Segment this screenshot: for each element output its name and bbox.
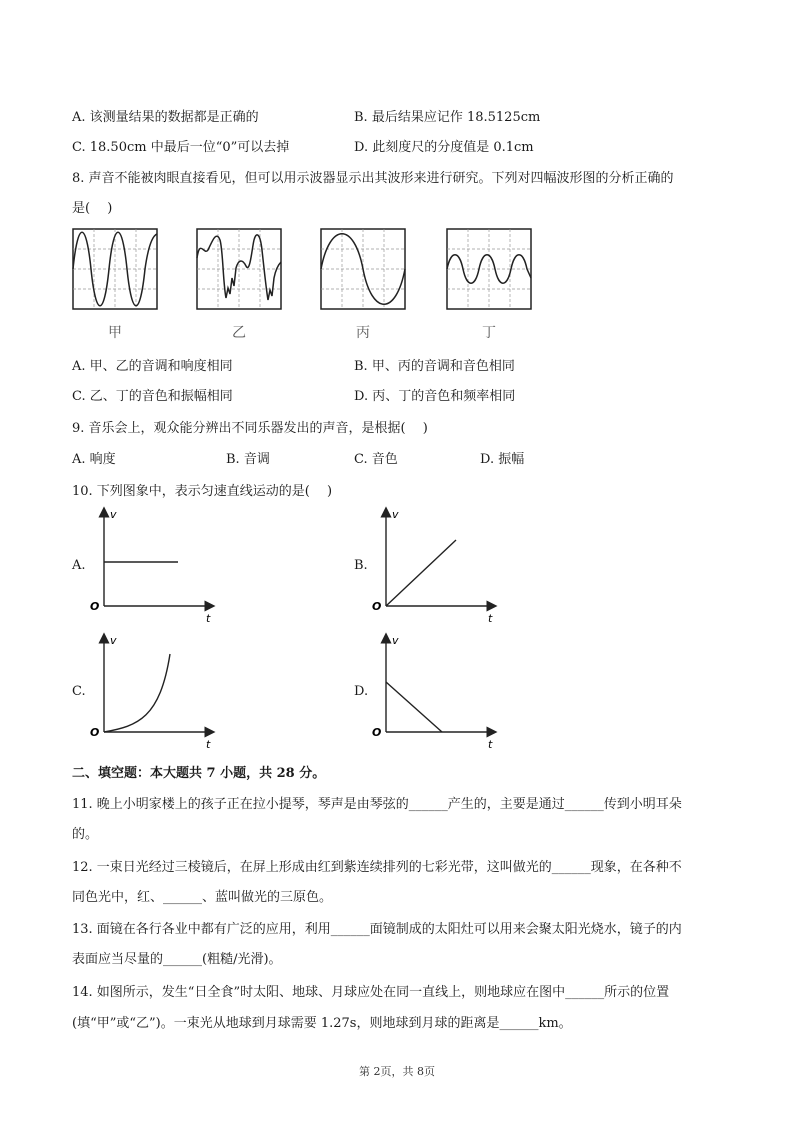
q8-stem-line2: 是( )	[72, 201, 113, 216]
graph-a	[88, 500, 238, 628]
q8-option-d: D. 丙、丁的音色和频率相同	[354, 389, 516, 404]
q8-option-c: C. 乙、丁的音色和振幅相同	[72, 389, 233, 404]
q14-line2: (填“甲”或“乙”)。一束光从地球到月球需要 1.27s，则地球到月球的距离是______km。	[72, 1016, 572, 1031]
graph-c	[88, 626, 238, 754]
q10-label-a: A.	[72, 558, 86, 573]
q10-label-c: C.	[72, 684, 86, 699]
origin-label-c: O	[90, 726, 100, 739]
q7-option-a: A. 该测量结果的数据都是正确的	[72, 110, 259, 125]
caption-yi: 乙	[232, 325, 246, 341]
axis-v-label-c: v	[110, 634, 117, 647]
graph-b	[370, 500, 520, 628]
origin-label-b: O	[372, 600, 382, 613]
axis-t-label-a: t	[206, 612, 211, 625]
q9-option-d: D. 振幅	[480, 452, 525, 467]
page-footer: 第 2页，共 8页	[359, 1065, 435, 1078]
q8-option-b: B. 甲、丙的音调和音色相同	[354, 359, 515, 374]
q12-line1: 12. 一束日光经过三棱镜后，在屏上形成由红到紫连续排列的七彩光带，这叫做光的______现象，在各种不	[72, 860, 682, 875]
axis-t-label-d: t	[488, 738, 493, 751]
q8-option-a: A. 甲、乙的音调和响度相同	[72, 359, 233, 374]
axis-t-label-b: t	[488, 612, 493, 625]
axis-t-label-c: t	[206, 738, 211, 751]
caption-jia: 甲	[108, 325, 122, 341]
q9-option-b: B. 音调	[226, 452, 270, 467]
axis-v-label-a: v	[110, 508, 117, 521]
q9-stem: 9. 音乐会上，观众能分辨出不同乐器发出的声音，是根据( )	[72, 421, 428, 436]
q10-stem: 10. 下列图象中，表示匀速直线运动的是( )	[72, 484, 333, 499]
q13-line1: 13. 面镜在各行各业中都有广泛的应用，利用______面镜制成的太阳灶可以用来会聚太阳光烧水，镜子的内	[72, 922, 682, 937]
axis-v-label-d: v	[392, 634, 399, 647]
q7-option-d: D. 此刻度尺的分度值是 0.1cm	[354, 140, 534, 155]
q9-option-a: A. 响度	[72, 452, 116, 467]
axis-v-label-b: v	[392, 508, 399, 521]
q12-line2: 同色光中，红、______、蓝叫做光的三原色。	[72, 890, 333, 905]
q10-label-b: B.	[354, 558, 368, 573]
q8-stem-line1: 8. 声音不能被肉眼直接看见，但可以用示波器显示出其波形来进行研究。下列对四幅波形图的分析正确的	[72, 171, 674, 186]
q7-option-c: C. 18.50cm 中最后一位“0”可以去掉	[72, 140, 290, 155]
waveform-bing	[320, 228, 406, 310]
q14-line1: 14. 如图所示，发生“日全食”时太阳、地球、月球应处在同一直线上，则地球应在图中______所示的位置	[72, 985, 670, 1000]
q11-line2: 的。	[72, 827, 99, 842]
origin-label-d: O	[372, 726, 382, 739]
q13-line2: 表面应当尽量的______(粗糙/光滑)。	[72, 952, 282, 967]
q9-option-c: C. 音色	[354, 452, 398, 467]
graph-d	[370, 626, 520, 754]
caption-ding: 丁	[482, 325, 496, 341]
waveform-jia	[72, 228, 158, 310]
waveform-ding	[446, 228, 532, 310]
q10-label-d: D.	[354, 684, 369, 699]
caption-bing: 丙	[356, 325, 370, 341]
section-2-title: 二、填空题：本大题共 7 小题，共 28 分。	[72, 766, 326, 781]
q7-option-b: B. 最后结果应记作 18.5125cm	[354, 110, 541, 125]
waveform-yi	[196, 228, 282, 310]
origin-label-a: O	[90, 600, 100, 613]
q11-line1: 11. 晚上小明家楼上的孩子正在拉小提琴，琴声是由琴弦的______产生的，主要是通过______传到小明耳朵	[72, 797, 682, 812]
